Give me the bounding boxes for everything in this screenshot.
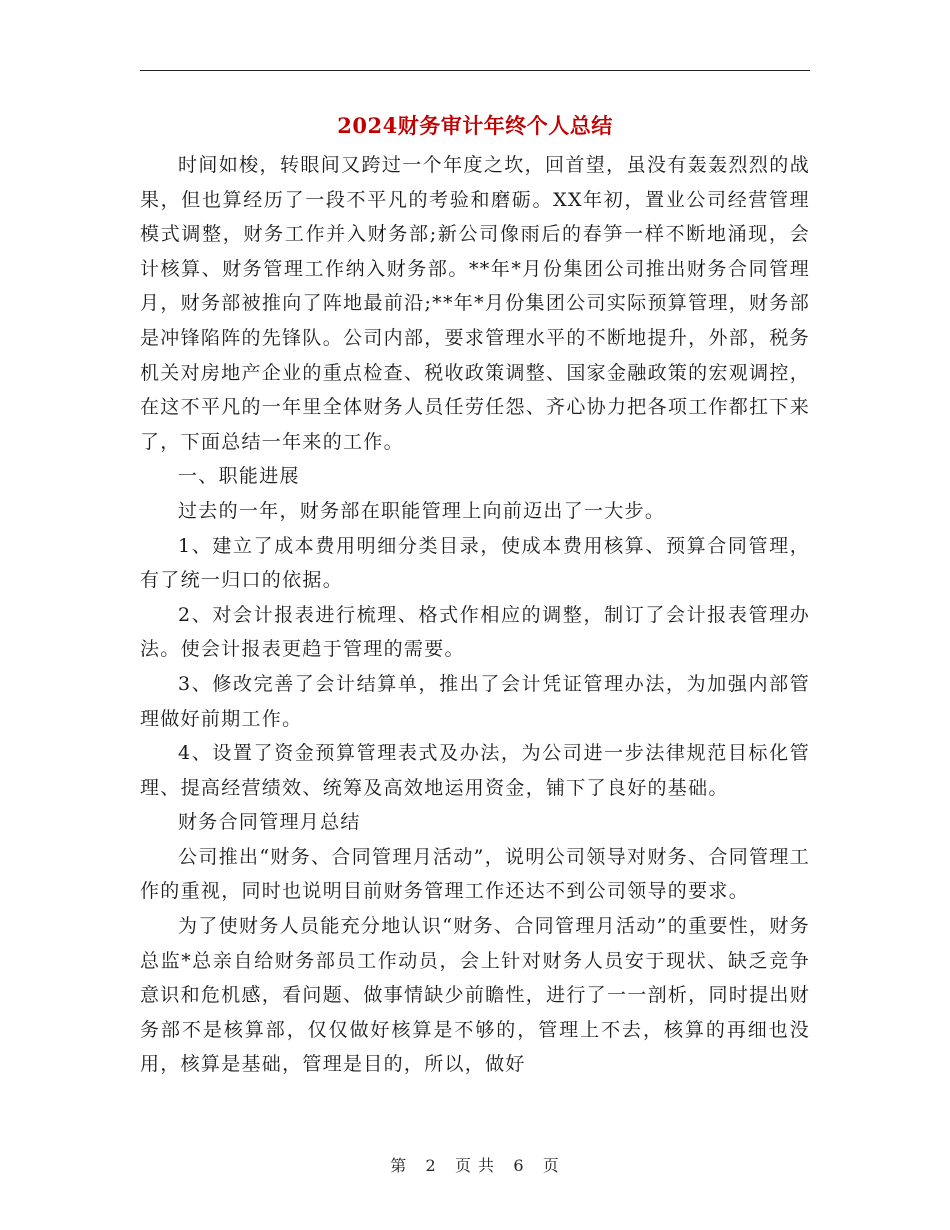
footer-prefix: 第 bbox=[390, 1156, 408, 1175]
body-paragraph: 过去的一年，财务部在职能管理上向前迈出了一大步。 bbox=[178, 499, 666, 522]
body-paragraph: 公司推出“财务、合同管理月活动”，说明公司领导对财务、合同管理工作的重视，同时也说明目前财务管理工作还达不到公司领导的要求。 bbox=[140, 845, 810, 903]
section-heading: 一、职能进展 bbox=[178, 465, 300, 488]
body-paragraph: 为了使财务人员能充分地认识“财务、合同管理月活动”的重要性，财务总监*总亲自给财务部员工作动员，会上针对财务人员安于现状、缺乏竞争意识和危机感，看问题、做事情缺少前瞻性，进行了一一剖析，同时提出财务部不是核算部，仅仅做好核算是不够的，管理上不去，核算的再细也没用，核算是基础，管理是目的，所以，做好 bbox=[140, 915, 810, 1076]
document-title: 2024财务审计年终个人总结 bbox=[337, 113, 613, 138]
footer-page-number: 2 bbox=[425, 1156, 437, 1175]
list-item: 4、设置了资金预算管理表式及办法，为公司进一步法律规范目标化管理、提高经营绩效、统筹及高效地运用资金，铺下了良好的基础。 bbox=[140, 742, 810, 799]
list-item: 1、建立了成本费用明细分类目录，使成本费用核算、预算合同管理，有了统一归口的依据。 bbox=[140, 534, 810, 592]
footer-middle: 页 共 bbox=[454, 1156, 496, 1175]
document-body bbox=[140, 148, 810, 1082]
intro-paragraph: 时间如梭，转眼间又跨过一个年度之坎，回首望，虽没有轰轰烈烈的战果，但也算经历了一段不平凡的考验和磨砺。XX年初，置业公司经营管理模式调整，财务工作并入财务部;新公司像雨后的春笋一样不断地涌现，会计核算、财务管理工作纳入财务部。**年*月份集团公司推出财务合同管理月，财务部被推向了阵地最前沿;**年*月份集团公司实际预算管理，财务部是冲锋陷阵的先锋队。公司内部，要求管理水平的不断地提升，外部，税务机关对房地产企业的重点检查、税收政策调整、国家金融政策的宏观调控，在这不平凡的一年里全体财务人员任劳任怨、齐心协力把各项工作都扛下来了，下面总结一年来的工作。 bbox=[140, 154, 810, 453]
page-footer bbox=[0, 1156, 950, 1176]
footer-suffix: 页 bbox=[542, 1156, 560, 1175]
footer-total-pages: 6 bbox=[513, 1156, 525, 1175]
list-item: 3、修改完善了会计结算单，推出了会计凭证管理办法，为加强内部管理做好前期工作。 bbox=[140, 672, 810, 730]
list-item: 2、对会计报表进行梳理、格式作相应的调整，制订了会计报表管理办法。使会计报表更趋于管理的需要。 bbox=[140, 603, 810, 661]
section-heading: 财务合同管理月总结 bbox=[178, 811, 361, 834]
header-rule bbox=[140, 70, 810, 71]
